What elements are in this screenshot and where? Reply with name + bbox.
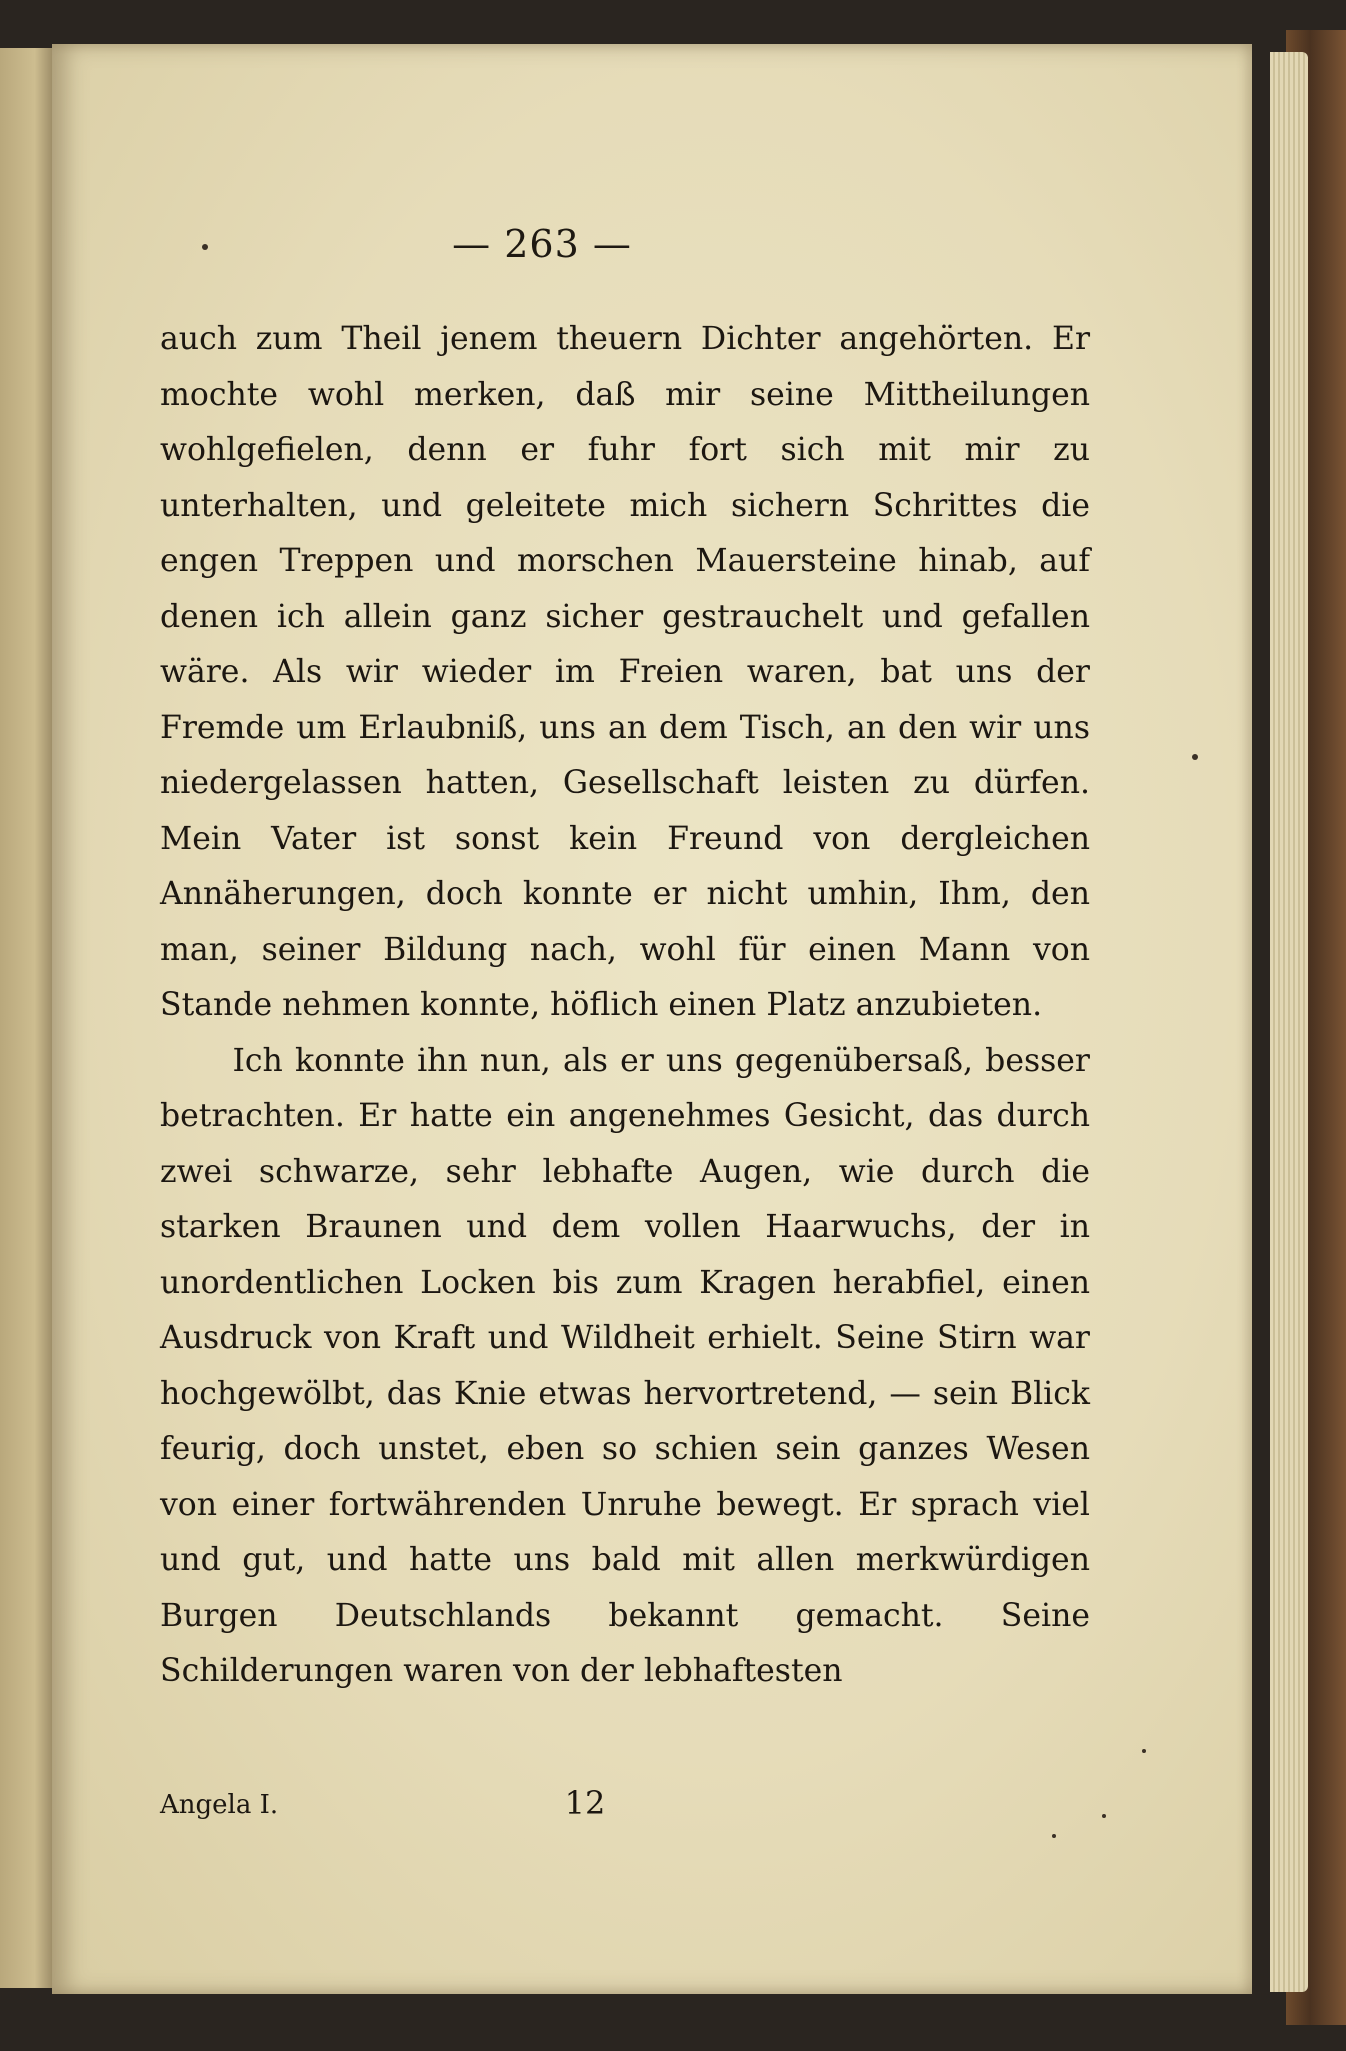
left-page-edge [0,48,60,1988]
footer-signature-mark: 12 [564,1784,606,1822]
paragraph-1: auch zum Theil jenem theuern Dichter angehörten. Er mochte wohl merken, daß mir seine Mittheilungen wohlgefielen, denn er fuhr fort sich mit mir zu unterhalten, und geleitete mich sichern Schrittes die engen Treppen und morschen Mauersteine hinab, auf denen ich allein ganz sicher gestrauchelt und gefallen wäre. Als wir wieder im Freien waren, bat uns der Fremde um Erlaubniß, uns an dem Tisch, an den wir uns niedergelassen hatten, Gesellschaft leisten zu dürfen. Mein Vater ist sonst kein Freund von dergleichen Annäherungen, doch konnte er nicht umhin, Ihm, den man, seiner Bildung nach, wohl für einen Mann von Stande nehmen konnte, höflich einen Platz anzubieten. [160,321,1090,1023]
ink-speck [1192,754,1198,760]
page-number: — 263 — [452,222,632,266]
ink-speck [1102,1814,1106,1818]
ink-speck [1142,1749,1146,1753]
book-page [52,44,1252,1994]
page-stack-edge [1270,52,1308,1992]
ink-speck [1052,1834,1056,1838]
footer-signature: Angela I. [160,1790,279,1820]
ink-speck [202,244,208,250]
paragraph-2: Ich konnte ihn nun, als er uns gegenübersaß, besser betrachten. Er hatte ein angenehmes Gesicht, das durch zwei schwarze, sehr lebhafte Augen, wie durch die starken Braunen und dem vollen Haarwuchs, der in unordentlichen Locken bis zum Kragen herabfiel, einen Ausdruck von Kraft und Wildheit erhielt. Seine Stirn war hochgewölbt, das Knie etwas hervortretend, — sein Blick feurig, doch unstet, eben so schien sein ganzes Wesen von einer fortwährenden Unruhe bewegt. Er sprach viel und gut, und hatte uns bald mit allen merkwürdigen Burgen Deutschlands bekannt gemacht. Seine Schilderungen waren von der lebhaftesten [160,1042,1090,1689]
body-text [160,312,1090,1700]
page-footer [160,1784,1090,1834]
